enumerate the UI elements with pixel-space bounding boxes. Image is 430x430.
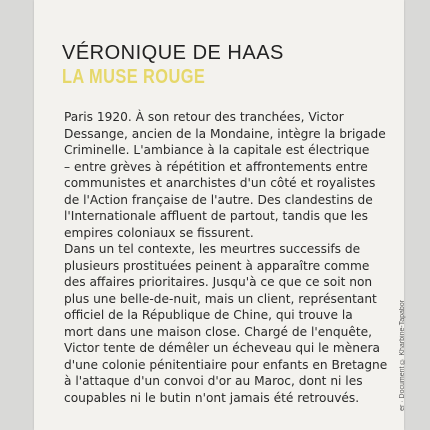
blurb-line: officiel de la République de Chine, qui trouve la (64, 308, 353, 322)
blurb-line: Paris 1920. À son retour des tranchées, Victor (64, 110, 344, 124)
blurb-line: Criminelle. L'ambiance à la capitale est électrique (64, 143, 370, 157)
blurb-line: l'Internationale affluent de partout, tandis que les (64, 209, 368, 223)
back-cover (34, 0, 404, 430)
author-name: VÉRONIQUE DE HAAS (62, 42, 284, 64)
blurb-line: plusieurs prostituées peinent à apparaître comme (64, 258, 370, 273)
blurb-line: empires coloniaux se fissurent. (64, 225, 254, 240)
blurb-line: à l'attaque d'un convoi d'or au Maroc, dont ni les (64, 374, 363, 388)
blurb-line: Dessange, ancien de la Mondaine, intègre la brigade (64, 126, 386, 141)
blurb-line: Victor tente de démêler un écheveau qui le mènera (64, 341, 380, 355)
photo-credit: er · Document © Kharbine-Tapabor (399, 300, 406, 411)
blurb-line: des affaires prioritaires. Jusqu'à ce que ce soit non (64, 275, 373, 289)
blurb-line: mort dans une maison close. Chargé de l'enquête, (64, 324, 373, 339)
blurb-line: d'une colonie pénitentiaire pour enfants en Bretagne (64, 357, 388, 372)
blurb-line: de l'Action française de l'autre. Des clandestins de (64, 192, 373, 207)
blurb-line: plus une belle-de-nuit, mais un client, représentant (64, 291, 377, 306)
blurb-text (64, 109, 389, 406)
blurb-line: coupables ni le butin n'ont jamais été retrouvés. (64, 390, 360, 405)
blurb-line: – entre grèves à répétition et affrontements entre (64, 159, 368, 174)
book-title: LA MUSE ROUGE (62, 66, 206, 88)
blurb-line: communistes et anarchistes d'un côté et royalistes (64, 176, 376, 190)
blurb-line: Dans un tel contexte, les meurtres successifs de (64, 242, 361, 256)
